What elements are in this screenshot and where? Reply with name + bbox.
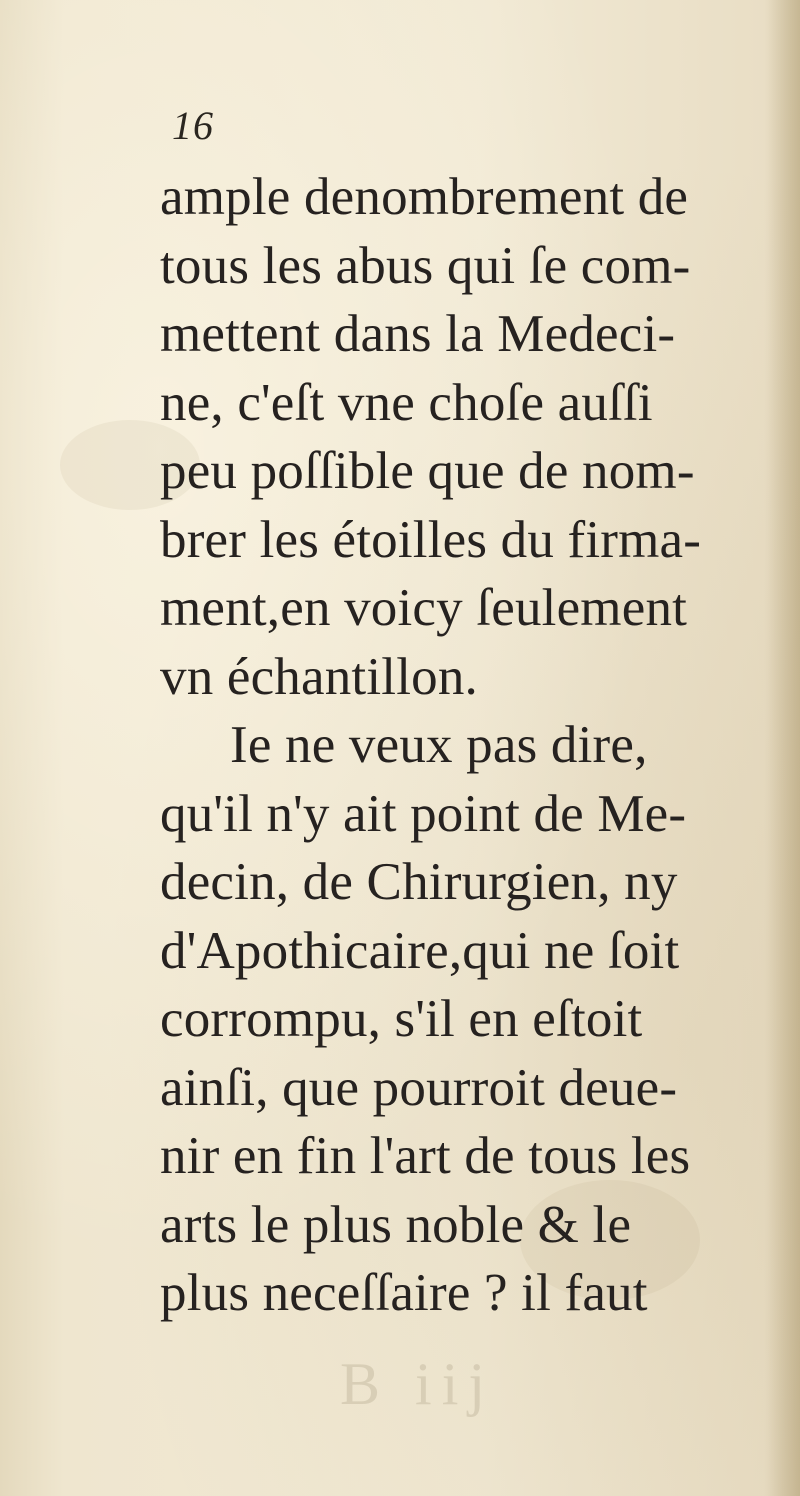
- text-line: ne, c'eſt vne choſe auſſi: [160, 373, 653, 432]
- text-line: peu poſſible que de nom-: [160, 442, 695, 500]
- text-line: brer les étoilles du firma-: [160, 510, 702, 569]
- paragraph-start-line: Ie ne veux pas dire,: [230, 716, 648, 774]
- text-line: tous les abus qui ſe com-: [160, 236, 691, 295]
- text-line: qu'il n'y ait point de Me-: [160, 784, 687, 843]
- text-line: nir en fin l'art de tous les: [160, 1127, 691, 1185]
- text-line: ment,en voicy ſeulement: [160, 579, 688, 637]
- text-line: arts le plus noble & le: [160, 1195, 632, 1254]
- page-number: 16: [172, 103, 214, 148]
- text-line: plus neceſſaire ? il faut: [160, 1264, 648, 1322]
- text-line: d'Apothicaire,qui ne ſoit: [160, 921, 680, 980]
- text-line: vn échantillon.: [160, 647, 478, 706]
- text-line: corrompu, s'il en eſtoit: [160, 990, 643, 1048]
- text-line: ainſi, que pourroit deue-: [160, 1058, 678, 1117]
- text-line: mettent dans la Medeci-: [160, 305, 676, 363]
- body-text: [160, 163, 770, 1328]
- signature-mark: B iij: [340, 1351, 496, 1417]
- text-line: decin, de Chirurgien, ny: [160, 853, 678, 911]
- text-line: ample denombrement de: [160, 168, 689, 226]
